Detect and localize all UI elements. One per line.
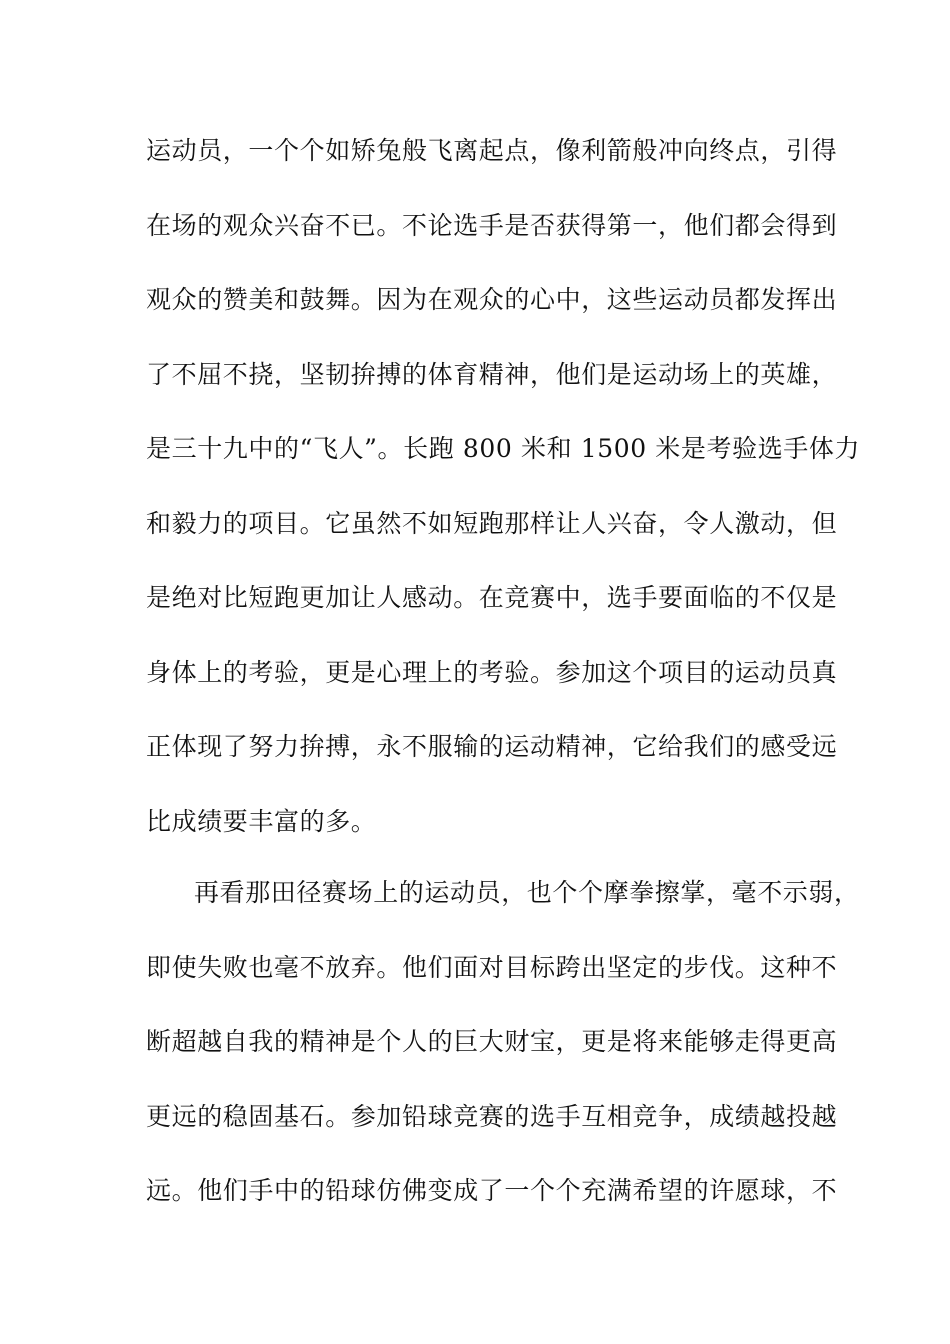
paragraph-2 (146, 856, 860, 1229)
paragraph-1 (146, 114, 861, 859)
text-line: 运动员，一个个如矫兔般飞离起点，像利箭般冲向终点，引得 (146, 136, 838, 165)
text-line: 断超越自我的精神是个人的巨大财宝，更是将来能够走得更高 (146, 1027, 838, 1056)
text-line: 了不屈不挠，坚韧拚搏的体育精神，他们是运动场上的英雄， (146, 359, 838, 389)
text-line: 再看那田径赛场上的运动员，也个个摩拳擦掌，毫不示弱， (194, 878, 860, 907)
text-line: 身体上的考验，更是心理上的考验。参加这个项目的运动员真 (146, 657, 838, 687)
text-line: 远。他们手中的铅球仿佛变成了一个个充满希望的许愿球，不 (146, 1176, 838, 1205)
text-line: 即使失败也毫不放弃。他们面对目标跨出坚定的步伐。这种不 (146, 952, 838, 982)
text-line: 是绝对比短跑更加让人感动。在竞赛中，选手要面临的不仅是 (146, 583, 838, 612)
text-line: 观众的赞美和鼓舞。因为在观众的心中，这些运动员都发挥出 (146, 285, 838, 314)
text-line: 是三十九中的“飞人”。长跑 800 米和 1500 米是考验选手体力 (146, 434, 861, 463)
text-line: 更远的稳固基石。参加铅球竞赛的选手互相竞争，成绩越投越 (146, 1101, 838, 1131)
text-line: 比成绩要丰富的多。 (146, 806, 377, 836)
text-line: 正体现了努力拚搏，永不服输的运动精神，它给我们的感受远 (146, 732, 838, 761)
text-line: 和毅力的项目。它虽然不如短跑那样让人兴奋，令人激动，但 (146, 508, 838, 538)
text-line: 在场的观众兴奋不已。不论选手是否获得第一，他们都会得到 (146, 210, 838, 240)
